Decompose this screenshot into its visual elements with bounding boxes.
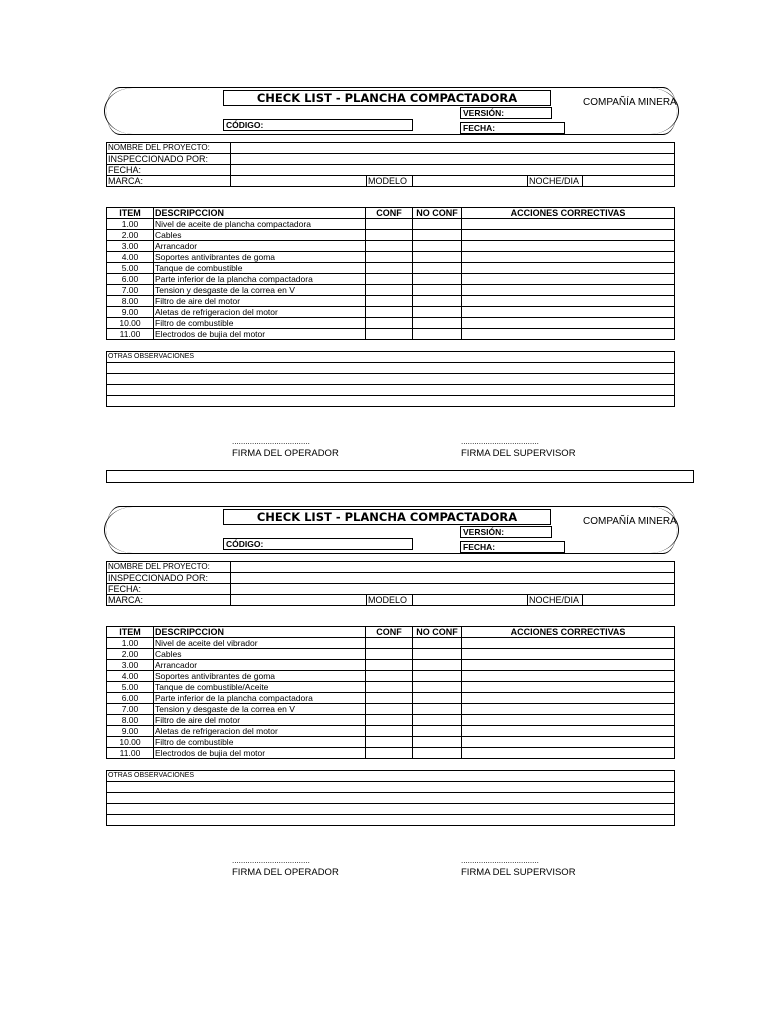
corrective-action-cell[interactable] <box>462 704 675 715</box>
conf-cell[interactable] <box>366 715 413 726</box>
observations-line[interactable] <box>107 815 675 826</box>
table-row <box>107 219 675 230</box>
corrective-action-cell[interactable] <box>462 649 675 660</box>
item-number: 9.00 <box>107 307 154 318</box>
no-conf-cell[interactable] <box>413 296 462 307</box>
model-label: MODELO <box>367 176 413 187</box>
item-number: 6.00 <box>107 693 154 704</box>
shift-value[interactable] <box>583 595 675 606</box>
item-description: Nivel de aceite de plancha compactadora <box>154 219 366 230</box>
version-field[interactable]: VERSIÓN: <box>460 526 552 538</box>
table-row <box>107 748 675 759</box>
no-conf-cell[interactable] <box>413 748 462 759</box>
item-number: 5.00 <box>107 682 154 693</box>
table-row <box>107 671 675 682</box>
code-field[interactable]: CÓDIGO: <box>223 119 413 131</box>
table-row <box>107 329 675 340</box>
item-number: 10.00 <box>107 737 154 748</box>
project-label: NOMBRE DEL PROYECTO: <box>107 562 231 573</box>
company-name: COMPAÑÍA MINERA <box>583 97 677 108</box>
item-number: 2.00 <box>107 649 154 660</box>
conf-cell[interactable] <box>366 230 413 241</box>
conf-cell[interactable] <box>366 285 413 296</box>
col-no-conf: NO CONF <box>413 208 462 219</box>
corrective-action-cell[interactable] <box>462 285 675 296</box>
item-number: 1.00 <box>107 638 154 649</box>
corrective-action-cell[interactable] <box>462 737 675 748</box>
item-description: Electrodos de bujia del motor <box>154 329 366 340</box>
item-number: 10.00 <box>107 318 154 329</box>
project-value[interactable] <box>231 143 675 154</box>
project-label: NOMBRE DEL PROYECTO: <box>107 143 231 154</box>
table-row <box>107 693 675 704</box>
conf-cell[interactable] <box>366 274 413 285</box>
operator-signature-line[interactable]: ................................... <box>232 437 310 446</box>
col-conf: CONF <box>366 627 413 638</box>
col-item: ITEM <box>107 627 154 638</box>
item-description: Aletas de refrigeracion del motor <box>154 726 366 737</box>
corrective-action-cell[interactable] <box>462 241 675 252</box>
no-conf-cell[interactable] <box>413 219 462 230</box>
corrective-action-cell[interactable] <box>462 660 675 671</box>
code-field[interactable]: CÓDIGO: <box>223 538 413 550</box>
conf-cell[interactable] <box>366 296 413 307</box>
table-row <box>107 704 675 715</box>
corrective-action-cell[interactable] <box>462 219 675 230</box>
item-number: 3.00 <box>107 660 154 671</box>
conf-cell[interactable] <box>366 329 413 340</box>
item-description: Parte inferior de la plancha compactadora <box>154 274 366 285</box>
observations-line[interactable] <box>107 363 675 374</box>
table-row <box>107 726 675 737</box>
table-row <box>107 737 675 748</box>
corrective-action-cell[interactable] <box>462 252 675 263</box>
item-number: 3.00 <box>107 241 154 252</box>
no-conf-cell[interactable] <box>413 671 462 682</box>
item-number: 2.00 <box>107 230 154 241</box>
item-number: 7.00 <box>107 285 154 296</box>
form-title: CHECK LIST - PLANCHA COMPACTADORA <box>223 90 551 106</box>
col-corrective-actions: ACCIONES CORRECTIVAS <box>462 627 675 638</box>
item-number: 11.00 <box>107 329 154 340</box>
item-description: Electrodos de bujia del motor <box>154 748 366 759</box>
project-info-table <box>106 142 675 187</box>
form-title: CHECK LIST - PLANCHA COMPACTADORA <box>223 509 551 525</box>
no-conf-cell[interactable] <box>413 715 462 726</box>
table-row <box>107 638 675 649</box>
no-conf-cell[interactable] <box>413 726 462 737</box>
table-row <box>107 318 675 329</box>
table-row <box>107 274 675 285</box>
date-label: FECHA: <box>107 584 231 595</box>
no-conf-cell[interactable] <box>413 285 462 296</box>
table-row <box>107 285 675 296</box>
item-description: Filtro de aire del motor <box>154 296 366 307</box>
item-number: 4.00 <box>107 671 154 682</box>
corrective-action-cell[interactable] <box>462 682 675 693</box>
conf-cell[interactable] <box>366 671 413 682</box>
item-description: Nivel de aceite del vibrador <box>154 638 366 649</box>
operator-signature-line[interactable]: ................................... <box>232 856 310 865</box>
checklist-table <box>106 207 675 340</box>
observations-line[interactable] <box>107 793 675 804</box>
corrective-action-cell[interactable] <box>462 693 675 704</box>
conf-cell[interactable] <box>366 649 413 660</box>
header-date-field[interactable]: FECHA: <box>460 122 565 134</box>
project-value[interactable] <box>231 562 675 573</box>
conf-cell[interactable] <box>366 682 413 693</box>
no-conf-cell[interactable] <box>413 241 462 252</box>
table-row <box>107 296 675 307</box>
no-conf-cell[interactable] <box>413 318 462 329</box>
col-no-conf: NO CONF <box>413 627 462 638</box>
operator-signature-label: FIRMA DEL OPERADOR <box>232 867 339 878</box>
item-number: 4.00 <box>107 252 154 263</box>
inspected-label: INSPECCIONADO POR: <box>107 573 231 584</box>
table-row <box>107 682 675 693</box>
item-description: Tension y desgaste de la correa en V <box>154 704 366 715</box>
conf-cell[interactable] <box>366 318 413 329</box>
conf-cell[interactable] <box>366 219 413 230</box>
brand-value[interactable] <box>231 176 367 187</box>
supervisor-signature-label: FIRMA DEL SUPERVISOR <box>461 867 576 878</box>
observations-table <box>106 351 675 407</box>
observations-line[interactable] <box>107 385 675 396</box>
item-number: 9.00 <box>107 726 154 737</box>
inspected-value[interactable] <box>231 154 675 165</box>
item-description: Tanque de combustible <box>154 263 366 274</box>
item-number: 1.00 <box>107 219 154 230</box>
no-conf-cell[interactable] <box>413 649 462 660</box>
item-description: Filtro de combustible <box>154 318 366 329</box>
model-value[interactable] <box>413 176 528 187</box>
checklist-table <box>106 626 675 759</box>
item-number: 7.00 <box>107 704 154 715</box>
item-description: Filtro de combustible <box>154 737 366 748</box>
corrective-action-cell[interactable] <box>462 638 675 649</box>
no-conf-cell[interactable] <box>413 660 462 671</box>
item-description: Soportes antivibrantes de goma <box>154 671 366 682</box>
observations-label: OTRAS OBSERVACIONES <box>107 352 675 363</box>
item-description: Cables <box>154 649 366 660</box>
item-description: Aletas de refrigeracion del motor <box>154 307 366 318</box>
table-row <box>107 263 675 274</box>
conf-cell[interactable] <box>366 638 413 649</box>
corrective-action-cell[interactable] <box>462 748 675 759</box>
conf-cell[interactable] <box>366 252 413 263</box>
no-conf-cell[interactable] <box>413 329 462 340</box>
no-conf-cell[interactable] <box>413 693 462 704</box>
brand-label: MARCA: <box>107 595 231 606</box>
model-value[interactable] <box>413 595 528 606</box>
corrective-action-cell[interactable] <box>462 329 675 340</box>
checklist-form-2 <box>0 506 768 906</box>
brand-label: MARCA: <box>107 176 231 187</box>
model-label: MODELO <box>367 595 413 606</box>
date-label: FECHA: <box>107 165 231 176</box>
item-description: Parte inferior de la plancha compactadora <box>154 693 366 704</box>
checklist-form-1 <box>0 87 768 487</box>
no-conf-cell[interactable] <box>413 737 462 748</box>
conf-cell[interactable] <box>366 263 413 274</box>
item-description: Tension y desgaste de la correa en V <box>154 285 366 296</box>
corrective-action-cell[interactable] <box>462 307 675 318</box>
supervisor-signature-label: FIRMA DEL SUPERVISOR <box>461 448 576 459</box>
item-number: 8.00 <box>107 296 154 307</box>
col-item: ITEM <box>107 208 154 219</box>
observations-line[interactable] <box>107 396 675 407</box>
corrective-action-cell[interactable] <box>462 715 675 726</box>
item-description: Arrancador <box>154 241 366 252</box>
corrective-action-cell[interactable] <box>462 274 675 285</box>
corrective-action-cell[interactable] <box>462 296 675 307</box>
no-conf-cell[interactable] <box>413 230 462 241</box>
shift-value[interactable] <box>583 176 675 187</box>
conf-cell[interactable] <box>366 693 413 704</box>
project-info-table <box>106 561 675 606</box>
corrective-action-cell[interactable] <box>462 318 675 329</box>
shift-label: NOCHE/DIA <box>528 595 583 606</box>
inspected-value[interactable] <box>231 573 675 584</box>
header-date-field[interactable]: FECHA: <box>460 541 565 553</box>
observations-line[interactable] <box>107 374 675 385</box>
table-row <box>107 649 675 660</box>
corrective-action-cell[interactable] <box>462 671 675 682</box>
item-number: 5.00 <box>107 263 154 274</box>
item-description: Tanque de combustible/Aceite <box>154 682 366 693</box>
conf-cell[interactable] <box>366 241 413 252</box>
observations-table <box>106 770 675 826</box>
brand-value[interactable] <box>231 595 367 606</box>
col-description: DESCRIPCCION <box>154 208 366 219</box>
col-conf: CONF <box>366 208 413 219</box>
conf-cell[interactable] <box>366 737 413 748</box>
no-conf-cell[interactable] <box>413 638 462 649</box>
observations-label: OTRAS OBSERVACIONES <box>107 771 675 782</box>
item-number: 6.00 <box>107 274 154 285</box>
item-description: Filtro de aire del motor <box>154 715 366 726</box>
conf-cell[interactable] <box>366 726 413 737</box>
no-conf-cell[interactable] <box>413 274 462 285</box>
no-conf-cell[interactable] <box>413 682 462 693</box>
section-separator <box>106 470 694 483</box>
conf-cell[interactable] <box>366 307 413 318</box>
company-name: COMPAÑÍA MINERA <box>583 516 677 527</box>
version-field[interactable]: VERSIÓN: <box>460 107 552 119</box>
no-conf-cell[interactable] <box>413 307 462 318</box>
table-row <box>107 307 675 318</box>
table-row <box>107 660 675 671</box>
table-row <box>107 241 675 252</box>
corrective-action-cell[interactable] <box>462 263 675 274</box>
shift-label: NOCHE/DIA <box>528 176 583 187</box>
col-description: DESCRIPCCION <box>154 627 366 638</box>
table-row <box>107 715 675 726</box>
observations-line[interactable] <box>107 804 675 815</box>
observations-line[interactable] <box>107 782 675 793</box>
item-description: Arrancador <box>154 660 366 671</box>
no-conf-cell[interactable] <box>413 252 462 263</box>
item-description: Soportes antivibrantes de goma <box>154 252 366 263</box>
no-conf-cell[interactable] <box>413 704 462 715</box>
item-description: Cables <box>154 230 366 241</box>
corrective-action-cell[interactable] <box>462 726 675 737</box>
supervisor-signature-line[interactable]: ................................... <box>461 856 539 865</box>
date-value[interactable] <box>231 584 675 595</box>
table-row <box>107 230 675 241</box>
item-number: 11.00 <box>107 748 154 759</box>
conf-cell[interactable] <box>366 660 413 671</box>
corrective-action-cell[interactable] <box>462 230 675 241</box>
supervisor-signature-line[interactable]: ................................... <box>461 437 539 446</box>
operator-signature-label: FIRMA DEL OPERADOR <box>232 448 339 459</box>
col-corrective-actions: ACCIONES CORRECTIVAS <box>462 208 675 219</box>
inspected-label: INSPECCIONADO POR: <box>107 154 231 165</box>
conf-cell[interactable] <box>366 704 413 715</box>
date-value[interactable] <box>231 165 675 176</box>
item-number: 8.00 <box>107 715 154 726</box>
no-conf-cell[interactable] <box>413 263 462 274</box>
table-row <box>107 252 675 263</box>
conf-cell[interactable] <box>366 748 413 759</box>
